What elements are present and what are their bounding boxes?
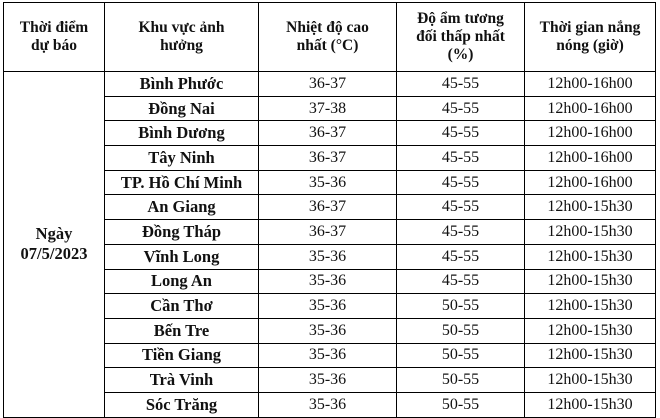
temperature-cell: 36-37: [259, 195, 397, 220]
humidity-cell: 50-55: [397, 294, 525, 319]
heat-time-cell: 12h00-15h30: [525, 294, 656, 319]
region-cell: Đồng Nai: [105, 96, 259, 121]
heat-time-cell: 12h00-16h00: [525, 146, 656, 171]
humidity-cell: 45-55: [397, 146, 525, 171]
heat-time-cell: 12h00-15h30: [525, 392, 656, 417]
temperature-cell: 35-36: [259, 269, 397, 294]
heat-time-cell: 12h00-15h30: [525, 343, 656, 368]
humidity-cell: 50-55: [397, 368, 525, 393]
temperature-cell: 35-36: [259, 294, 397, 319]
humidity-cell: 45-55: [397, 72, 525, 97]
date-label-prefix: Ngày: [35, 224, 73, 244]
humidity-cell: 45-55: [397, 96, 525, 121]
region-cell: Bến Tre: [105, 318, 259, 343]
temperature-cell: 36-37: [259, 72, 397, 97]
header-forecast-time: Thời điểm dự báo: [4, 3, 105, 72]
region-cell: Tây Ninh: [105, 146, 259, 171]
temperature-cell: 35-36: [259, 244, 397, 269]
humidity-cell: 45-55: [397, 269, 525, 294]
region-cell: Bình Dương: [105, 121, 259, 146]
date-label-value: 07/5/2023: [20, 244, 88, 264]
region-cell: Long An: [105, 269, 259, 294]
region-cell: Đồng Tháp: [105, 220, 259, 245]
region-cell: Vĩnh Long: [105, 244, 259, 269]
heat-time-cell: 12h00-15h30: [525, 195, 656, 220]
humidity-cell: 45-55: [397, 121, 525, 146]
heat-time-cell: 12h00-15h30: [525, 368, 656, 393]
temperature-cell: 35-36: [259, 392, 397, 417]
table-row: [4, 72, 656, 97]
heat-time-cell: 12h00-15h30: [525, 318, 656, 343]
region-cell: Trà Vinh: [105, 368, 259, 393]
heat-time-cell: 12h00-16h00: [525, 96, 656, 121]
temperature-cell: 35-36: [259, 368, 397, 393]
region-cell: Bình Phước: [105, 72, 259, 97]
humidity-cell: 45-55: [397, 195, 525, 220]
heat-forecast-table: [3, 2, 656, 418]
region-cell: TP. Hồ Chí Minh: [105, 170, 259, 195]
region-cell: Sóc Trăng: [105, 392, 259, 417]
temperature-cell: 36-37: [259, 121, 397, 146]
header-row: [4, 3, 656, 72]
header-affected-area: Khu vực ảnh hưởng: [105, 3, 259, 72]
header-min-humidity: Độ ẩm tương đối thấp nhất (%): [397, 3, 525, 72]
header-heat-duration: Thời gian nắng nóng (giờ): [525, 3, 656, 72]
region-cell: An Giang: [105, 195, 259, 220]
humidity-cell: 50-55: [397, 392, 525, 417]
heat-time-cell: 12h00-15h30: [525, 244, 656, 269]
humidity-cell: 50-55: [397, 318, 525, 343]
table-header: [4, 3, 656, 72]
temperature-cell: 35-36: [259, 170, 397, 195]
heat-time-cell: 12h00-16h00: [525, 72, 656, 97]
temperature-cell: 36-37: [259, 146, 397, 171]
region-cell: Cần Thơ: [105, 294, 259, 319]
humidity-cell: 50-55: [397, 343, 525, 368]
heat-time-cell: 12h00-16h00: [525, 121, 656, 146]
heat-time-cell: 12h00-15h30: [525, 220, 656, 245]
humidity-cell: 45-55: [397, 244, 525, 269]
heat-time-cell: 12h00-16h00: [525, 170, 656, 195]
temperature-cell: 37-38: [259, 96, 397, 121]
heat-time-cell: 12h00-15h30: [525, 269, 656, 294]
table-body: [4, 72, 656, 418]
temperature-cell: 35-36: [259, 343, 397, 368]
temperature-cell: 36-37: [259, 220, 397, 245]
header-max-temperature: Nhiệt độ cao nhất (°C): [259, 3, 397, 72]
forecast-date-cell: [4, 72, 105, 418]
region-cell: Tiền Giang: [105, 343, 259, 368]
humidity-cell: 45-55: [397, 220, 525, 245]
temperature-cell: 35-36: [259, 318, 397, 343]
humidity-cell: 45-55: [397, 170, 525, 195]
